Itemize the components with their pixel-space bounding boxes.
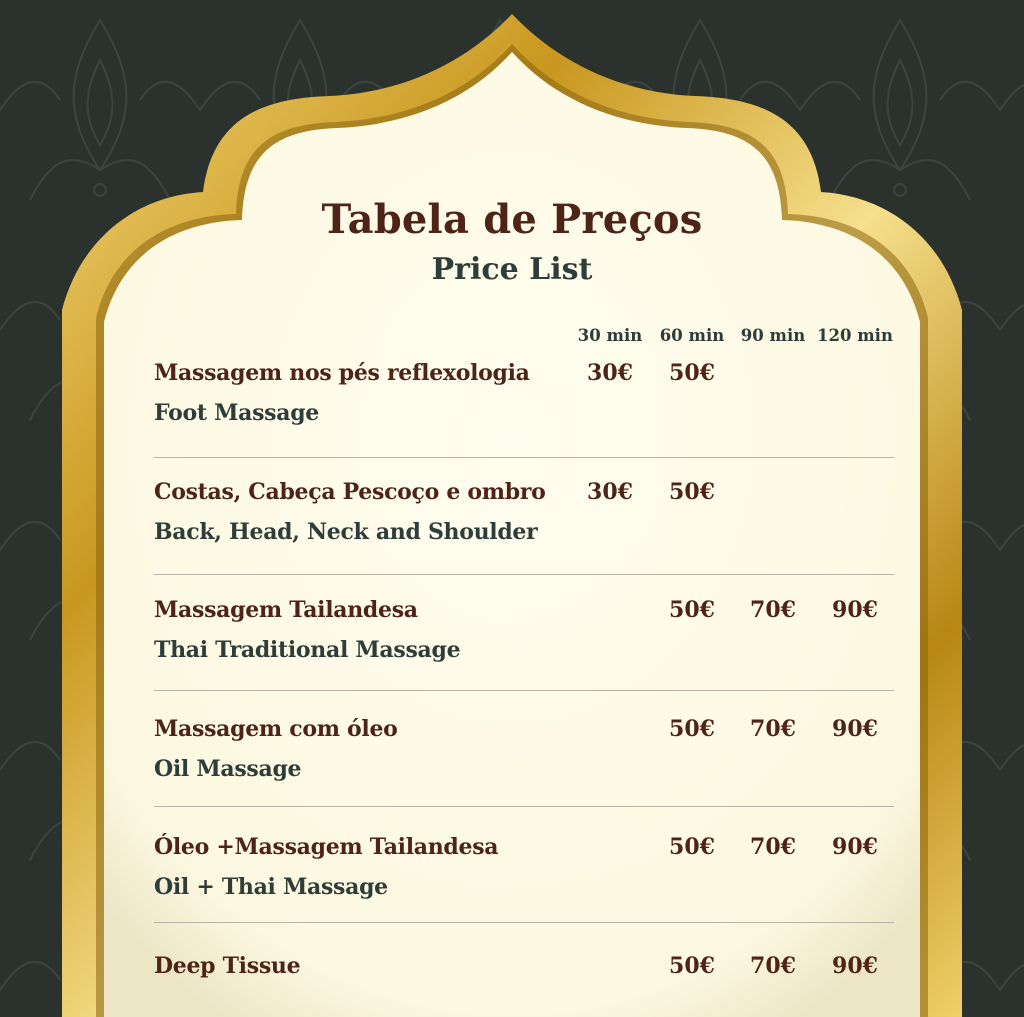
price-30-min: 30€ [587,360,633,386]
column-header-90-min: 90 min [740,326,806,345]
price-30-min: 30€ [587,479,633,505]
price-120-min: 90€ [832,597,878,623]
column-header-120-min: 120 min [817,326,893,345]
service-name-pt: Costas, Cabeça Pescoço e ombro [154,479,546,505]
price-60-min: 50€ [669,479,715,505]
price-60-min: 50€ [669,834,715,860]
price-60-min: 50€ [669,716,715,742]
page-title: Tabela de Preços [321,196,703,243]
service-name-en: Foot Massage [154,400,319,426]
service-row-oil-massage [154,716,894,796]
service-row-thai-traditional [154,597,894,677]
price-90-min: 70€ [750,834,796,860]
service-row-oil-thai [154,834,894,914]
service-row-foot-massage [154,360,894,440]
price-60-min: 50€ [669,953,715,979]
price-60-min: 50€ [669,597,715,623]
service-name-en: Oil Massage [154,756,302,782]
service-name-pt: Massagem Tailandesa [154,597,418,623]
service-name-pt: Massagem com óleo [154,716,398,742]
service-name-en: Back, Head, Neck and Shoulder [154,519,538,545]
service-name-pt: Óleo +Massagem Tailandesa [154,834,499,860]
row-divider [154,806,894,807]
service-name-en: Thai Traditional Massage [154,637,461,663]
row-divider [154,574,894,575]
price-90-min: 70€ [750,716,796,742]
price-90-min: 70€ [750,953,796,979]
service-name-en: Oil + Thai Massage [154,874,388,900]
column-header-60-min: 60 min [659,326,725,345]
price-90-min: 70€ [750,597,796,623]
column-header-30-min: 30 min [577,326,643,345]
service-row-back-head-neck [154,479,894,559]
price-60-min: 50€ [669,360,715,386]
page-subtitle: Price List [431,252,593,287]
service-name-pt: Deep Tissue [154,953,301,979]
service-name-pt: Massagem nos pés reflexologia [154,360,530,386]
row-divider [154,690,894,691]
price-120-min: 90€ [832,953,878,979]
row-divider [154,457,894,458]
service-row-deep-tissue [154,953,894,993]
price-120-min: 90€ [832,834,878,860]
price-120-min: 90€ [832,716,878,742]
row-divider [154,922,894,923]
